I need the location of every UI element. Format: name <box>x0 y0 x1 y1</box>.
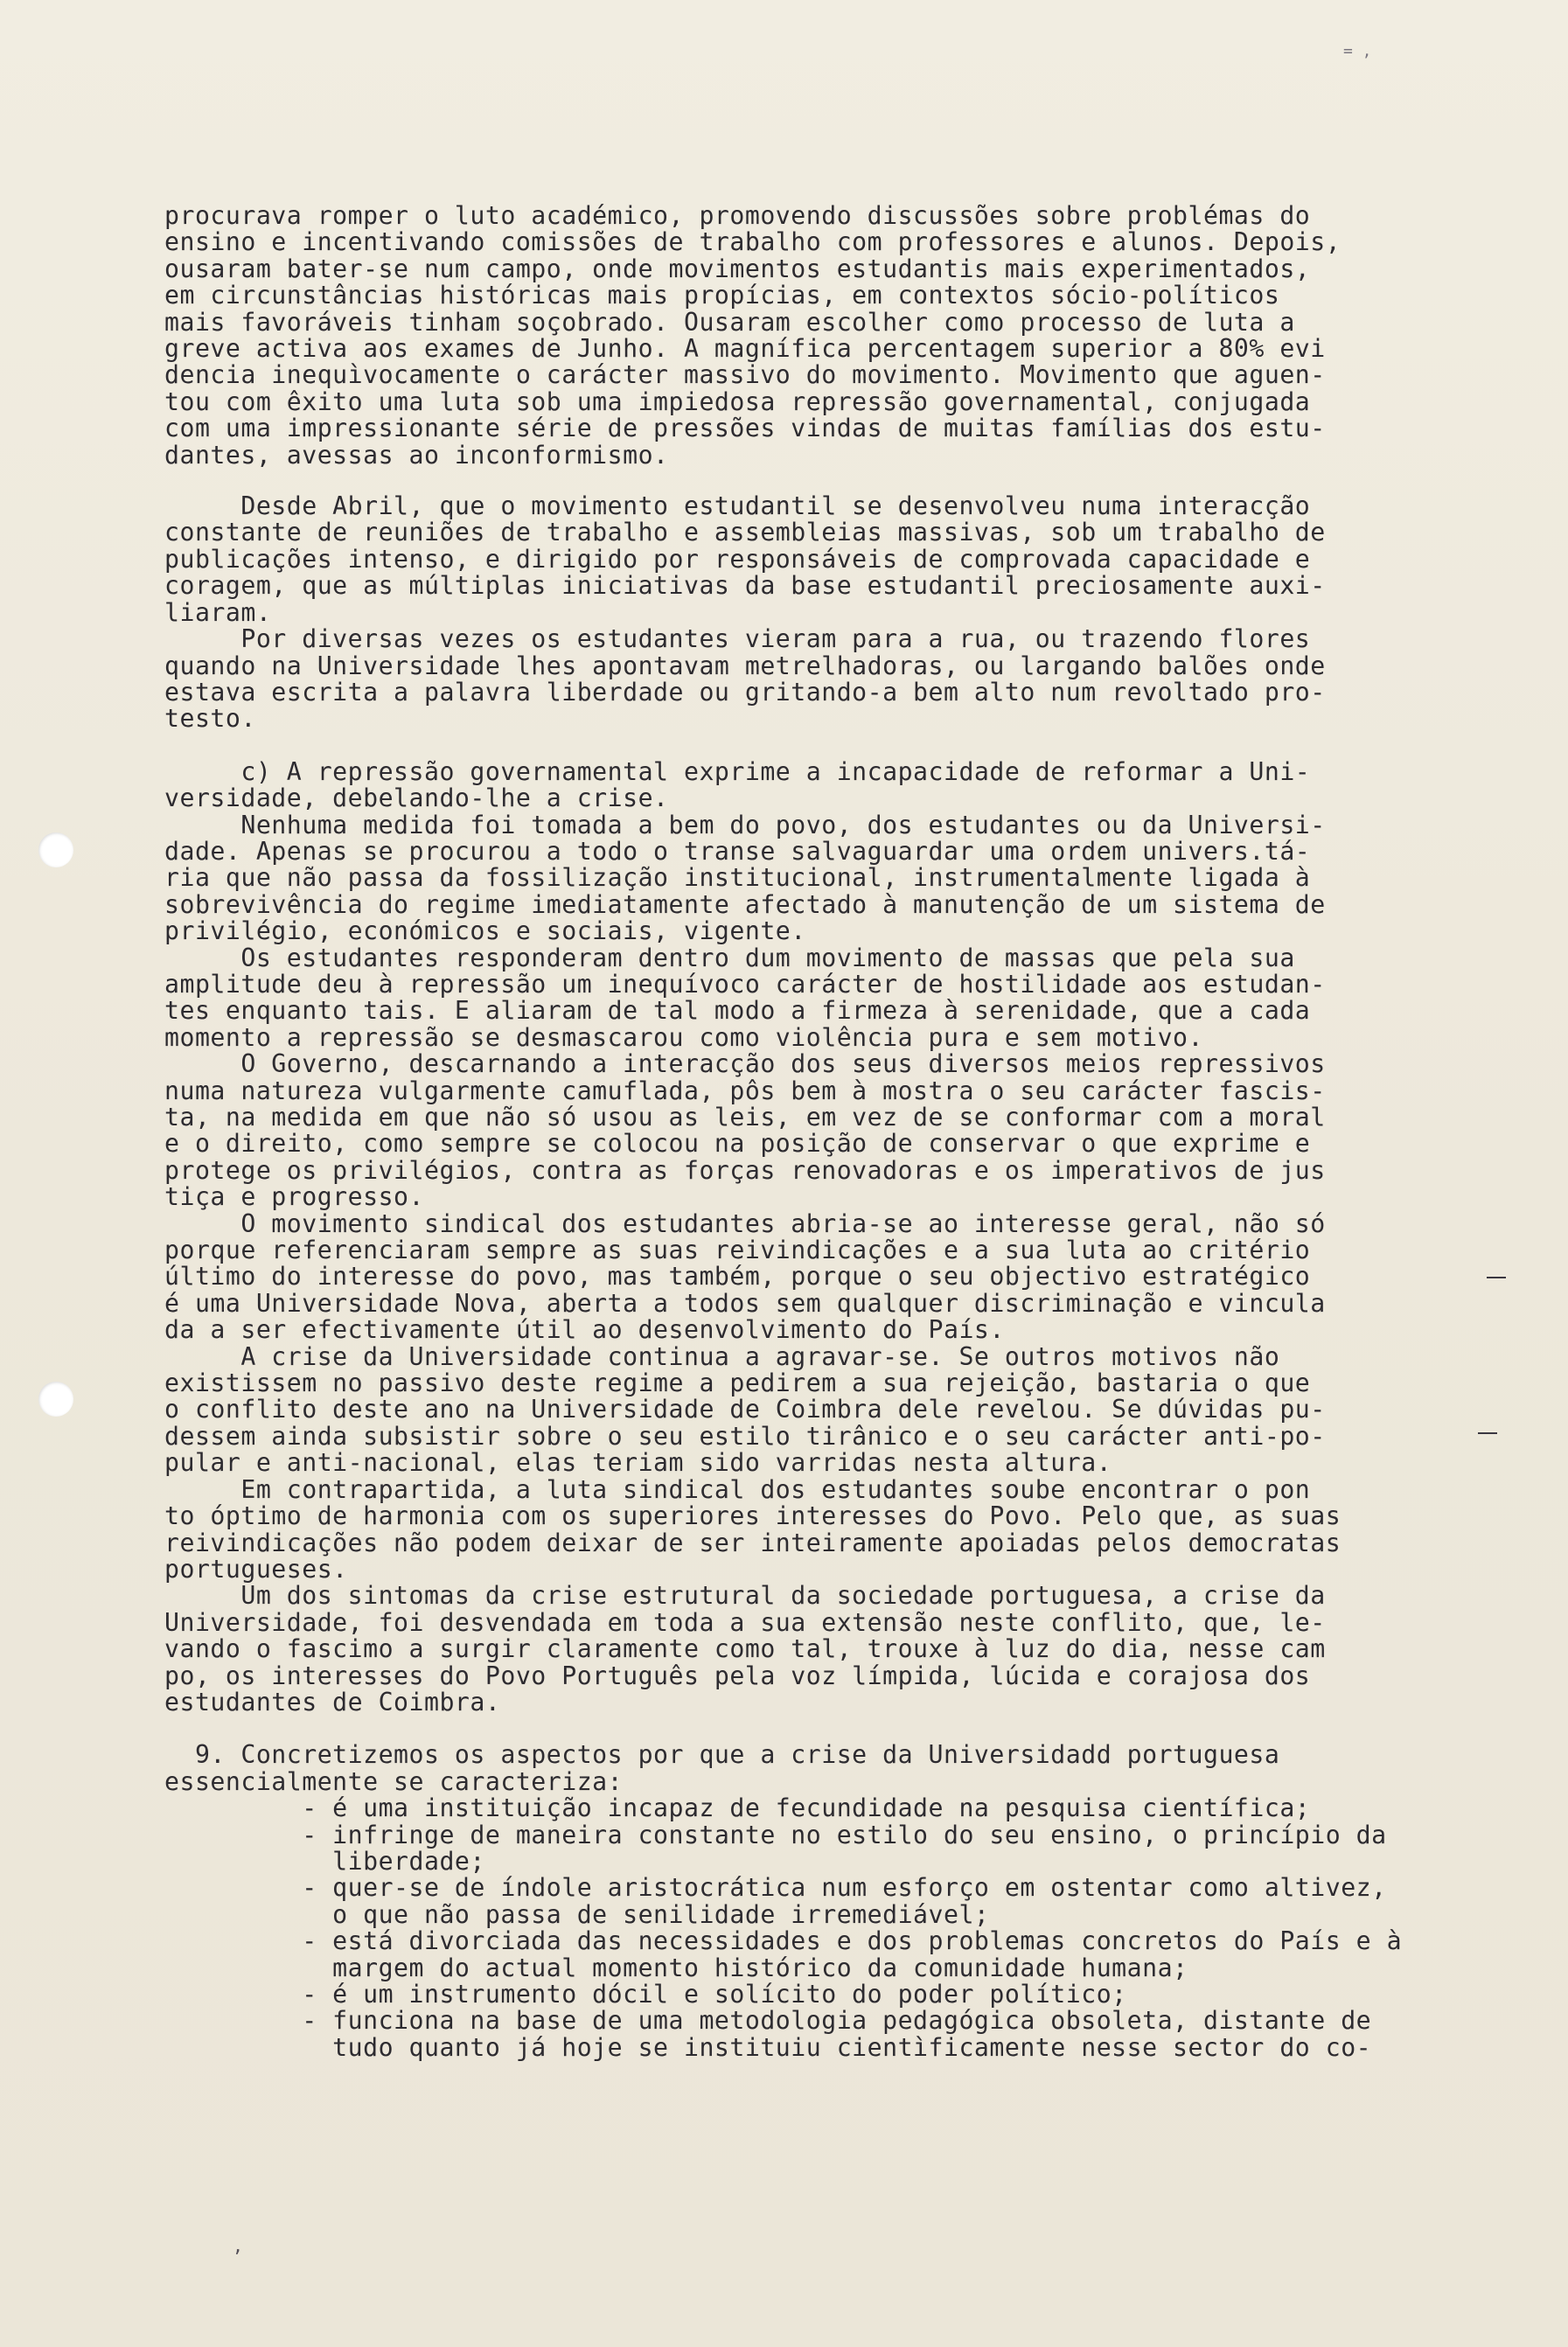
text-line: pular e anti-nacional, elas teriam sido varridas nesta altura. <box>164 1448 1112 1478</box>
text-line: testo. <box>164 704 256 734</box>
text-line: protege os privilégios, contra as forças renovadoras e os imperativos de jus <box>164 1155 1326 1185</box>
text-line: momento a repressão se desmascarou como violência pura e sem motivo. <box>164 1022 1203 1052</box>
text-line: liberdade; <box>164 1846 485 1876</box>
corner-mark: = , <box>1343 42 1372 60</box>
paragraph-gap <box>164 469 1494 493</box>
punch-hole-bottom <box>38 1382 73 1417</box>
text-line: vando o fascimo a surgir claramente como tal, trouxe à luz do dia, nesse cam <box>164 1634 1326 1664</box>
paragraph-p2 <box>164 493 1494 626</box>
paragraph-p4 <box>164 756 1494 813</box>
text-line: Um dos sintomas da crise estrutural da sociedade portuguesa, a crise da <box>164 1581 1326 1611</box>
text-line: 9. Concretizemos os aspectos por que a crise da Universidadd portuguesa <box>164 1740 1280 1770</box>
text-line: po, os interesses do Povo Português pela voz límpida, lúcida e corajosa dos <box>164 1661 1311 1690</box>
text-line: - infringe de maneira constante no estilo do seu ensino, o princípio da <box>164 1820 1387 1849</box>
text-line: Os estudantes responderam dentro dum movimento de massas que pela sua <box>164 943 1295 972</box>
paragraph-p11 <box>164 1583 1494 1716</box>
text-line: greve activa aos exames de Junho. A magnífica percentagem superior a 80% evi <box>164 334 1326 364</box>
text-line: privilégio, económicos e sociais, vigente. <box>164 916 806 946</box>
text-line: - é um instrumento dócil e solícito do poder político; <box>164 1980 1127 2009</box>
text-line: estava escrita a palavra liberdade ou gritando-a bem alto num revoltado pro- <box>164 677 1326 707</box>
text-line: o que não passa de senilidade irremediável; <box>164 1899 990 1929</box>
text-line: dade. Apenas se procurou a todo o transe salvaguardar uma ordem univers.tá- <box>164 836 1311 866</box>
bottom-mark: , <box>233 2235 244 2256</box>
text-line: c) A repressão governamental exprime a incapacidade de reformar a Uni- <box>164 756 1311 786</box>
text-line: - está divorciada das necessidades e dos problemas concretos do País e à <box>164 1926 1403 1956</box>
text-line: existissem no passivo deste regime a pedirem a sua rejeição, bastaria o que <box>164 1369 1311 1398</box>
text-line: tou com êxito uma luta sob uma impiedosa repressão governamental, conjugada <box>164 387 1311 416</box>
text-line: dantes, avessas ao inconformismo. <box>164 440 669 470</box>
text-line: o conflito deste ano na Universidade de Coimbra dele revelou. Se dúvidas pu- <box>164 1395 1326 1424</box>
text-line: coragem, que as múltiplas iniciativas da base estudantil preciosamente auxi- <box>164 571 1326 601</box>
text-line: essencialmente se caracteriza: <box>164 1766 624 1796</box>
text-line: numa natureza vulgarmente camuflada, pôs bem à mostra o seu carácter fascis- <box>164 1076 1326 1105</box>
text-line: estudantes de Coimbra. <box>164 1687 501 1717</box>
text-line: A crise da Universidade continua a agravar-se. Se outros motivos não <box>164 1341 1280 1371</box>
text-line: reivindicações não podem deixar de ser inteiramente apoiadas pelos democratas <box>164 1528 1342 1557</box>
text-line: Em contrapartida, a luta sindical dos estudantes soube encontrar o pon <box>164 1474 1311 1504</box>
text-line: margem do actual momento histórico da comunidade humana; <box>164 1953 1188 1982</box>
text-line: to óptimo de harmonia com os superiores interesses do Povo. Pelo que, as suas <box>164 1501 1342 1531</box>
text-line: O Governo, descarnando a interacção dos seus diversos meios repressivos <box>164 1049 1326 1079</box>
text-line: mais favoráveis tinham soçobrado. Ousaram escolher como processo de luta a <box>164 307 1295 337</box>
text-line: com uma impressionante série de pressões vindas de muitas famílias dos estu- <box>164 414 1326 443</box>
text-line: - quer-se de índole aristocrática num esforço em ostentar como altivez, <box>164 1873 1387 1903</box>
text-line: Por diversas vezes os estudantes vieram para a rua, ou trazendo flores <box>164 624 1311 654</box>
text-line: ria que não passa da fossilização institucional, instrumentalmente ligada à <box>164 863 1311 893</box>
paragraph-p3 <box>164 626 1494 733</box>
text-line: quando na Universidade lhes apontavam metrelhadoras, ou largando balões onde <box>164 651 1326 680</box>
text-line: amplitude deu à repressão um inequívoco carácter de hostilidade aos estudan- <box>164 969 1326 999</box>
text-line: Universidade, foi desvendada em toda a sua extensão neste conflito, que, le- <box>164 1607 1326 1637</box>
text-line: tes enquanto tais. E aliaram de tal modo a firmeza à serenidade, que a cada <box>164 996 1311 1026</box>
paragraph-gap <box>164 733 1494 759</box>
paragraph-p9 <box>164 1341 1494 1478</box>
text-line: da a ser efectivamente útil ao desenvolvimento do País. <box>164 1315 1005 1345</box>
typed-text-body <box>164 203 1494 2061</box>
paragraph-p1 <box>164 203 1494 469</box>
text-line: - funciona na base de uma metodologia pedagógica obsoleta, distante de <box>164 2006 1372 2036</box>
paragraph-p5 <box>164 812 1494 945</box>
text-line: sobrevivência do regime imediatamente afectado à manutenção de um sistema de <box>164 889 1326 919</box>
punch-hole-top <box>38 832 73 867</box>
text-line: versidade, debelando-lhe a crise. <box>164 783 669 813</box>
text-line: último do interesse do povo, mas também, porque o seu objectivo estratégico <box>164 1262 1311 1292</box>
text-line: é uma Universidade Nova, aberta a todos sem qualquer discriminação e vincula <box>164 1288 1326 1318</box>
text-line: publicações intenso, e dirigido por responsáveis de comprovada capacidade e <box>164 544 1311 574</box>
text-line: tudo quanto já hoje se instituiu cientìficamente nesse sector do co- <box>164 2032 1372 2062</box>
text-line: procurava romper o luto académico, promovendo discussões sobre problémas do <box>164 201 1311 230</box>
paragraph-p7 <box>164 1051 1494 1210</box>
paragraph-p8 <box>164 1208 1494 1345</box>
text-line: em circunstâncias históricas mais propícias, em contextos sócio-políticos <box>164 281 1280 310</box>
text-line: dencia inequìvocamente o carácter massivo do movimento. Movimento que aguen- <box>164 360 1326 390</box>
paragraph-p6 <box>164 945 1494 1052</box>
text-line: constante de reuniões de trabalho e assembleias massivas, sob um trabalho de <box>164 518 1326 547</box>
text-line: O movimento sindical dos estudantes abria-se ao interesse geral, não só <box>164 1208 1326 1238</box>
text-line: e o direito, como sempre se colocou na posição de conservar o que exprime e <box>164 1129 1311 1159</box>
text-line: Desde Abril, que o movimento estudantil se desenvolveu numa interacção <box>164 491 1311 521</box>
text-line: porque referenciaram sempre as suas reivindicações e a sua luta ao critério <box>164 1236 1311 1265</box>
text-line: tiça e progresso. <box>164 1182 424 1212</box>
text-line: ousaram bater-se num campo, onde movimentos estudantis mais experimentados, <box>164 254 1311 283</box>
text-line: dessem ainda subsistir sobre o seu estilo tirânico e o seu carácter anti-po- <box>164 1421 1326 1451</box>
paragraph-p12 <box>164 1742 1494 2061</box>
text-line: ta, na medida em que não só usou as leis, em vez de se conformar com a moral <box>164 1103 1326 1132</box>
text-line: ensino e incentivando comissões de trabalho com professores e alunos. Depois, <box>164 227 1342 257</box>
text-line: portugueses. <box>164 1554 348 1584</box>
paragraph-p10 <box>164 1474 1494 1584</box>
text-line: - é uma instituição incapaz de fecundidade na pesquisa científica; <box>164 1793 1311 1823</box>
text-line: Nenhuma medida foi tomada a bem do povo, dos estudantes ou da Universi- <box>164 810 1326 839</box>
paragraph-gap <box>164 1716 1494 1742</box>
text-line: liaram. <box>164 597 272 627</box>
